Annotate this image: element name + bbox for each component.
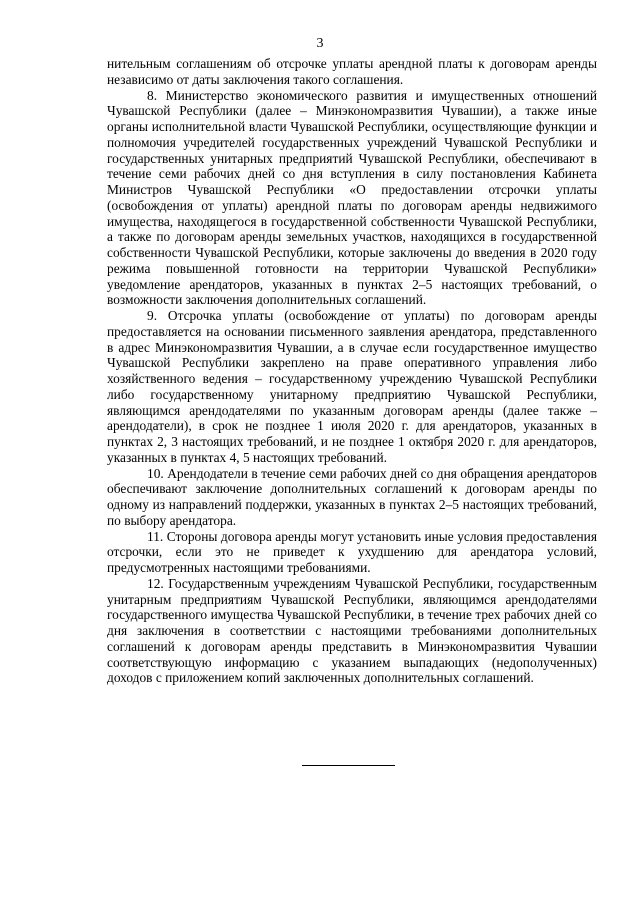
paragraph-continuation: нительным соглашениям об отсрочке уплаты арендной платы к договорам аренды независимо от даты заключения такого соглашения. [107,56,597,87]
document-body [107,56,597,686]
page-number: 3 [316,36,324,51]
paragraph-item-11: 11. Стороны договора аренды могут установить иные условия предоставления отсрочки, если это не приведет к ухудшению для арендатора условий, предусмотренных настоящими требованиями. [107,528,597,575]
paragraph-item-10: 10. Арендодатели в течение семи рабочих дней со дня обращения арендаторов обеспечивают заключение дополнительных соглашений к договорам аренды по одному из направлений поддержки, указанных в пунктах 2–5 настоящих требований, по выбору арендатора. [107,465,597,528]
paragraph-item-12: 12. Государственным учреждениям Чувашской Республики, государственным унитарным предприятиям Чувашской Республики, являющимся арендодателями государственного имущества Чувашской Республики, в течение трех рабочих дней со дня заключения в соответствии с настоящими требованиями дополнительных соглашений к договорам аренды представить в Минэкономразвития Чувашии соответствующую информацию с указанием выпадающих (недополученных) доходов с приложением копий заключенных дополнительных соглашений. [107,575,597,686]
paragraph-item-8: 8. Министерство экономического развития и имущественных отношений Чувашской Республики (далее – Минэкономразвития Чувашии), а также иные органы исполнительной власти Чувашской Республики, осуществляющие функции и полномочия учредителей государственных учреждений Чувашской Республики и государственных унитарных предприятий Чувашской Республики, обеспечивают в течение семи рабочих дней со дня вступления в силу постановления Кабинета Министров Чувашской Республики «О предоставлении отсрочки уплаты (освобождения от уплаты) арендной платы по договорам аренды недвижимого имущества, находящегося в государственной собственности Чувашской Республики, а также по договорам аренды земельных участков, находящихся в государственной собственности Чувашской Республики, которые заключены до введения в 2020 году режима повышенной готовности на территории Чувашской Республики» уведомление арендаторов, указанных в пунктах 2–5 настоящих требований, о возможности заключения дополнительных соглашений. [107,87,597,308]
paragraph-item-9: 9. Отсрочка уплаты (освобождение от уплаты) по договорам аренды предоставляется на основании письменного заявления арендатора, представленного в адрес Минэкономразвития Чувашии, а в случае если государственное имущество Чувашской Республики закреплено на праве оперативного управления либо хозяйственного ведения – государственному учреждению Чувашской Республики либо государственному унитарному предприятию Чувашской Республики, являющимся арендодателями по указанным договорам аренды (далее также – арендодатели), в срок не позднее 1 июля 2020 г. для арендаторов, указанных в пунктах 2, 3 настоящих требований, и не позднее 1 октября 2020 г. для арендаторов, указанных в пунктах 4, 5 настоящих требований. [107,308,597,465]
end-divider [302,765,395,766]
